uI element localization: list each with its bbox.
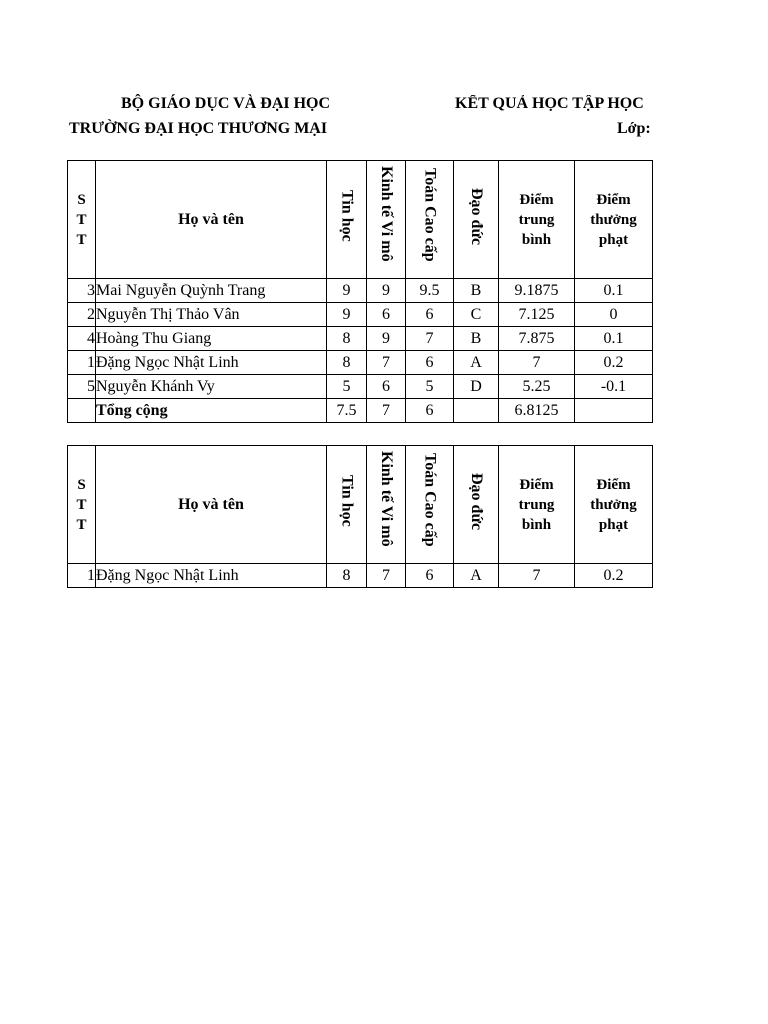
col-stt-header: S T T xyxy=(68,446,96,564)
col-average-header: Điểm trung bình xyxy=(499,161,575,279)
university-title: TRƯỜNG ĐẠI HỌC THƯƠNG MẠI xyxy=(69,120,328,137)
total-bonus xyxy=(575,399,653,423)
col-subject-1-header: Tin học xyxy=(327,446,367,564)
total-stt xyxy=(68,399,96,423)
row-subject-3: 6 xyxy=(406,564,454,588)
col-name-header: Họ và tên xyxy=(96,161,327,279)
row-average: 7 xyxy=(499,564,575,588)
total-subject-1: 7.5 xyxy=(327,399,367,423)
row-subject-3: 9.5 xyxy=(406,279,454,303)
total-subject-2: 7 xyxy=(367,399,406,423)
table-row xyxy=(68,564,653,588)
row-name: Nguyễn Khánh Vy xyxy=(96,375,327,399)
row-subject-3: 7 xyxy=(406,327,454,351)
row-name: Nguyễn Thị Thảo Vân xyxy=(96,303,327,327)
row-subject-4: B xyxy=(454,279,499,303)
table-row xyxy=(68,327,653,351)
col-subject-4-header: Đạo đức xyxy=(454,446,499,564)
table-row xyxy=(68,375,653,399)
row-average: 9.1875 xyxy=(499,279,575,303)
class-label: Lớp: xyxy=(617,120,651,137)
row-subject-2: 7 xyxy=(367,564,406,588)
row-subject-4: A xyxy=(454,564,499,588)
row-stt: 2 xyxy=(68,303,96,327)
row-subject-1: 8 xyxy=(327,564,367,588)
row-stt: 1 xyxy=(68,564,96,588)
col-bonus-header: Điểm thưởng phạt xyxy=(575,446,653,564)
table-header-row xyxy=(68,446,653,564)
row-name: Đặng Ngọc Nhật Linh xyxy=(96,564,327,588)
row-name: Mai Nguyễn Quỳnh Trang xyxy=(96,279,327,303)
report-title: KẾT QUẢ HỌC TẬP HỌC xyxy=(455,95,644,112)
table-header-row xyxy=(68,161,653,279)
row-stt: 1 xyxy=(68,351,96,375)
table-row xyxy=(68,303,653,327)
row-subject-2: 9 xyxy=(367,327,406,351)
total-row xyxy=(68,399,653,423)
row-subject-2: 6 xyxy=(367,375,406,399)
row-subject-4: B xyxy=(454,327,499,351)
row-subject-2: 9 xyxy=(367,279,406,303)
col-subject-4-header: Đạo đức xyxy=(454,161,499,279)
col-subject-1-header: Tin học xyxy=(327,161,367,279)
row-subject-3: 5 xyxy=(406,375,454,399)
col-stt-header: S T T xyxy=(68,161,96,279)
filtered-results-table xyxy=(67,445,653,588)
row-bonus: 0.1 xyxy=(575,279,653,303)
col-subject-3-header: Toán Cao cấp xyxy=(406,161,454,279)
row-bonus: 0.2 xyxy=(575,351,653,375)
row-subject-4: C xyxy=(454,303,499,327)
row-subject-1: 8 xyxy=(327,327,367,351)
col-subject-2-header: Kinh tế Vi mô xyxy=(367,161,406,279)
row-subject-2: 7 xyxy=(367,351,406,375)
row-subject-2: 6 xyxy=(367,303,406,327)
row-bonus: 0.1 xyxy=(575,327,653,351)
row-subject-1: 9 xyxy=(327,303,367,327)
row-stt: 4 xyxy=(68,327,96,351)
row-average: 7 xyxy=(499,351,575,375)
row-bonus: 0.2 xyxy=(575,564,653,588)
table-row xyxy=(68,279,653,303)
row-stt: 3 xyxy=(68,279,96,303)
row-subject-4: D xyxy=(454,375,499,399)
row-subject-4: A xyxy=(454,351,499,375)
row-name: Đặng Ngọc Nhật Linh xyxy=(96,351,327,375)
col-name-header: Họ và tên xyxy=(96,446,327,564)
row-subject-3: 6 xyxy=(406,303,454,327)
row-bonus: 0 xyxy=(575,303,653,327)
row-subject-1: 5 xyxy=(327,375,367,399)
row-average: 7.875 xyxy=(499,327,575,351)
col-subject-2-header: Kinh tế Vi mô xyxy=(367,446,406,564)
row-subject-3: 6 xyxy=(406,351,454,375)
col-average-header: Điểm trung bình xyxy=(499,446,575,564)
total-label: Tổng cộng xyxy=(96,399,327,423)
row-name: Hoàng Thu Giang xyxy=(96,327,327,351)
total-subject-3: 6 xyxy=(406,399,454,423)
ministry-title: BỘ GIÁO DỤC VÀ ĐẠI HỌC xyxy=(121,95,331,112)
total-average: 6.8125 xyxy=(499,399,575,423)
total-subject-4 xyxy=(454,399,499,423)
row-stt: 5 xyxy=(68,375,96,399)
results-table xyxy=(67,160,653,423)
row-average: 7.125 xyxy=(499,303,575,327)
table-row xyxy=(68,351,653,375)
row-subject-1: 8 xyxy=(327,351,367,375)
col-subject-3-header: Toán Cao cấp xyxy=(406,446,454,564)
row-bonus: -0.1 xyxy=(575,375,653,399)
row-average: 5.25 xyxy=(499,375,575,399)
col-bonus-header: Điểm thưởng phạt xyxy=(575,161,653,279)
row-subject-1: 9 xyxy=(327,279,367,303)
